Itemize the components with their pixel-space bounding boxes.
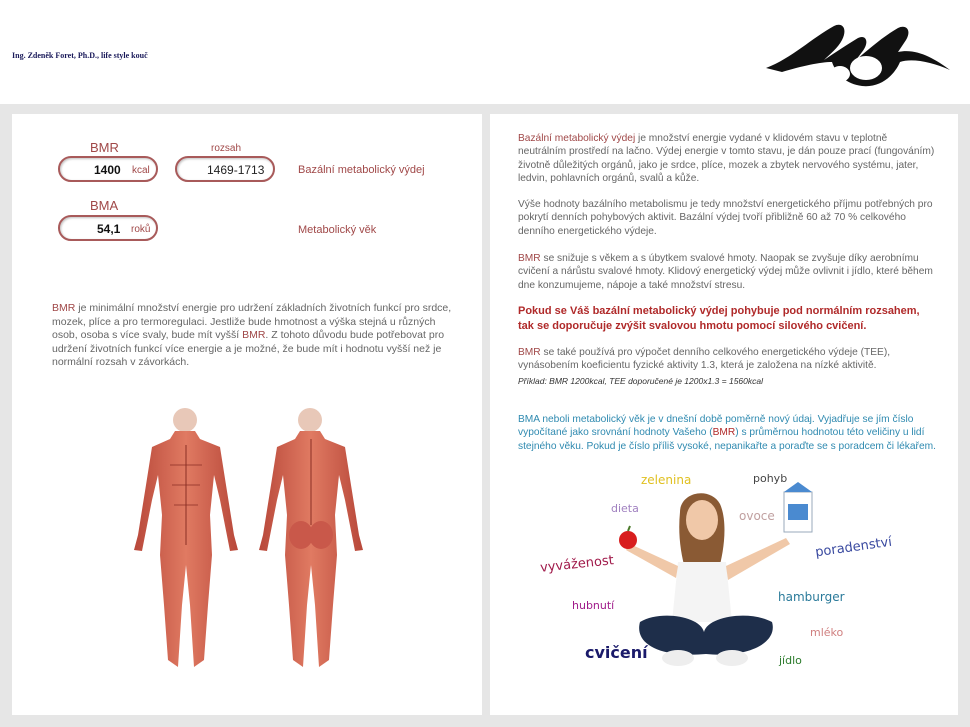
bma-text-1: BMA neboli metabolický věk je v dnešní době poměrně nový údaj. Vyjadřuje se jím číslo vypočítané jako srovnání hodnoty Vašeho (	[518, 414, 914, 439]
word-mleko: mléko	[810, 626, 844, 639]
range-label: rozsah	[211, 143, 242, 154]
bma-value: 54,1	[97, 222, 121, 236]
word-ovoce: ovoce	[739, 509, 775, 523]
word-zelenina: zelenina	[641, 473, 692, 487]
range-value: 1469-1713	[207, 163, 265, 177]
tee-example: Příklad: BMR 1200kcal, TEE doporučené je 1200x1.3 = 1560kcal	[518, 376, 763, 386]
bmr-term-3: BMR	[518, 253, 541, 264]
bmr-description: Bazální metabolický výdej	[298, 164, 425, 176]
brand-logo	[762, 18, 952, 90]
basal-metabolism-paragraph	[518, 132, 936, 186]
recommendation-paragraph: Pokud se Váš bazální metabolický výdej pohybuje pod normálním rozsahem, tak se doporučuje zvýšit svalovou hmotu pomocí silového cvičení.	[518, 305, 920, 332]
word-pohyb: pohyb	[753, 472, 788, 485]
tee-text: se také používá pro výpočet denního celkového energetického výdeje (TEE), vynásobením koeficientu fyzické aktivity 1.3, která je založena na nízké aktivitě.	[518, 347, 891, 372]
word-hamburger: hamburger	[778, 590, 845, 604]
front-figure	[134, 408, 238, 667]
bmr-explanation-text-2: . Z tohoto důvodu bude potřebovat pro udržení životních funkcí více energie a je možné, že bude mít i hodnotu vyšší než je normální rozsah v závorkách.	[52, 329, 445, 368]
basal-text: je množství energie vydané v klidovém stavu v teplotně neutrálním prostředí na lačno. Výdej energie v tomto stavu, je dán pouze prací (fungováním) životně důležitých orgánů, jako je srdce, plíce, mozek a zbytek nervového systému, jater, ledvin, pohlavních orgánů, svalů a kůže.	[518, 133, 935, 185]
bmr-term: BMR	[52, 302, 76, 314]
word-jidlo: jídlo	[779, 654, 802, 667]
muscle-anatomy-illustration	[130, 405, 370, 675]
back-figure	[259, 408, 363, 667]
bma-label: BMA	[90, 198, 119, 213]
bma-unit: roků	[131, 224, 151, 235]
bmr-value: 1400	[94, 163, 121, 177]
bma-description: Metabolický věk	[298, 224, 377, 236]
basal-value-paragraph: Výše hodnoty bazálního metabolismu je tedy množství energetického příjmu potřebných pro pokrytí denních pohybových aktivit. Bazální výdej tvoří přibližně 60 až 70 % celkového denního energetického výdeje.	[518, 199, 933, 237]
bmr-term-2: BMR	[242, 329, 266, 341]
basal-term: Bazální metabolický výdej	[518, 133, 636, 144]
bma-text-2: ) s průměrnou hodnotou této veličiny u lidí stejného věku. Pokud je číslo příliš vysoké, nepanikařte a poraďte se s poradcem či lékařem.	[518, 427, 936, 452]
bmr-term-5: BMR	[712, 427, 736, 439]
word-cviceni: cvičení	[585, 643, 648, 662]
bmr-change-paragraph	[518, 252, 936, 292]
bmr-term-4: BMR	[518, 347, 541, 358]
bmr-explanation-text-1: je minimální množství energie pro udržení základních životních funkcí pro srdce, mozek, plíce a pro termoregulaci. Jestliže bude hmotnost a výška stejná u různých osob, osoba s více svaly, bude mít vyšší	[52, 302, 452, 341]
word-hubnuti: hubnutí	[572, 599, 615, 612]
tee-paragraph	[518, 346, 936, 373]
bmr-label: BMR	[90, 140, 119, 155]
bmr-unit: kcal	[132, 165, 150, 176]
bmr-change-text: se snižuje s věkem a s úbytkem svalové hmoty. Naopak se zvyšuje díky aerobnímu cvičení a nárůstu svalové hmoty. Klidový energetický výdej může ovlivnit i jídlo, které během dne konzumujeme, nápoje a také množství stresu.	[518, 253, 933, 291]
word-vyvazenost: vyváženost	[539, 553, 615, 576]
author-name: Ing. Zdeněk Foret, Ph.D., life style kouč	[12, 51, 148, 60]
word-poradenstvi: poradenství	[814, 534, 893, 561]
bmr-explanation	[52, 302, 452, 370]
bma-paragraph	[518, 413, 936, 453]
word-dieta: dieta	[611, 502, 639, 515]
